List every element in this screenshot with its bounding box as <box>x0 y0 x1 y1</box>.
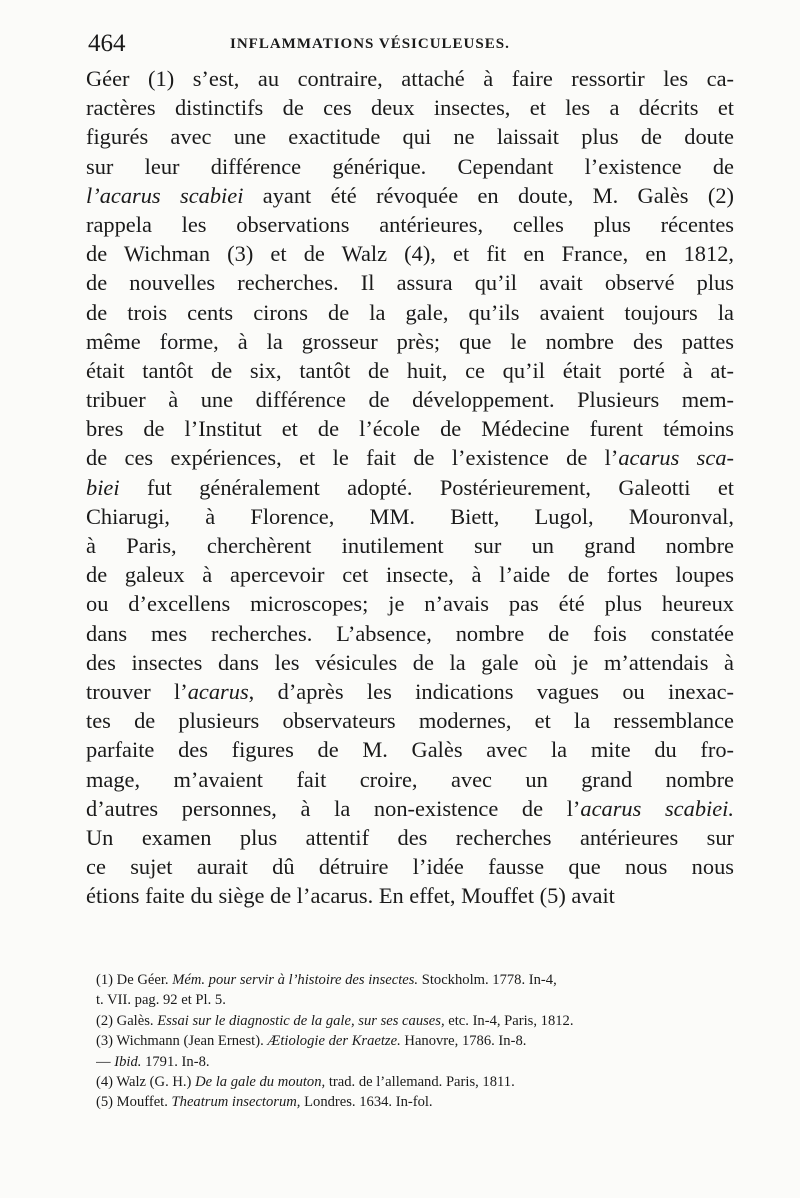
footnote-line-italic-text: Theatrum insectorum, <box>171 1094 301 1111</box>
body-line-italic-text: acarus scabiei <box>99 182 244 208</box>
body-line <box>86 648 734 677</box>
body-line <box>86 589 734 618</box>
footnote-line-text: (4) Walz (G. H.) <box>96 1073 196 1090</box>
body-line-text: bres de l’Institut et de l’école de Médecine furent témoins <box>86 416 734 442</box>
footnote-line-italic-text: Ibid. <box>114 1053 142 1070</box>
body-line <box>86 356 734 385</box>
body-line <box>86 327 734 356</box>
body-line-text: sur leur différence générique. Cependant l’existence de <box>86 153 734 179</box>
body-line <box>86 443 734 472</box>
footnote-line-text: (3) Wichmann (Jean Ernest). <box>96 1033 268 1050</box>
body-line <box>86 619 734 648</box>
footnote-line-text: trad. de l’allemand. Paris, 1811. <box>325 1073 515 1090</box>
footnote-line <box>96 990 736 1010</box>
footnote-line-text: — <box>96 1053 115 1070</box>
footnote-line-italic-text: Essai sur le diagnostic de la gale, sur ses causes, <box>157 1012 445 1029</box>
body-line-text: ractères distinctifs de ces deux insectes, et les a décrits et <box>86 95 734 121</box>
body-line <box>86 298 734 327</box>
body-line-text: rappela les observations antérieures, celles plus récentes <box>86 211 734 237</box>
body-line-text: même forme, à la grosseur près; que le nombre des pattes <box>86 328 734 354</box>
footnote-line <box>96 1031 736 1051</box>
body-line-text: de galeux à apercevoir cet insecte, à l’aide de fortes loupes <box>86 562 734 588</box>
footnote-line <box>96 1092 736 1112</box>
body-line-text: Chiarugi, à Florence, MM. Biett, Lugol, Mouronval, <box>86 503 734 529</box>
body-line-text: Géer (1) s’est, au contraire, attaché à faire ressortir les ca- <box>86 66 734 91</box>
body-line <box>86 560 734 589</box>
body-line <box>86 414 734 443</box>
footnote-line-text: (5) Mouffet. <box>96 1094 172 1111</box>
body-line <box>86 677 734 706</box>
body-line-text: de ces expériences, et le fait de l’existence de l’ <box>86 445 619 471</box>
footnote-line-text: 1791. In-8. <box>141 1053 210 1070</box>
footnote-line-italic-text: Mém. pour servir à l’histoire des insectes. <box>172 972 419 988</box>
body-line <box>86 473 734 502</box>
body-line-text: dans mes recherches. L’absence, nombre de fois constatée <box>86 620 734 646</box>
body-line-text: tes de plusieurs observateurs modernes, et la ressemblance <box>86 708 734 734</box>
body-line <box>86 181 734 210</box>
footnote-line-text: (2) Galès. <box>96 1012 158 1029</box>
body-line-text: fut généralement adopté. Postérieurement, Galeotti et <box>119 474 734 500</box>
body-line-text: à Paris, cherchèrent inutilement sur un grand nombre <box>86 533 734 558</box>
body-line <box>86 152 734 181</box>
footnote-line-italic-text: Ætiologie der Kraetze. <box>267 1033 401 1050</box>
body-line-italic-text: acarus sca- <box>618 445 734 471</box>
body-line-italic-text: l’ <box>86 182 100 208</box>
body-line-text: ayant été révoquée en doute, M. Galès (2) <box>243 182 734 208</box>
footnote-line-text: Londres. 1634. In-fol. <box>300 1094 433 1111</box>
body-line <box>86 765 734 794</box>
body-line-text: parfaite des figures de M. Galès avec la mite du fro- <box>86 737 734 763</box>
body-line <box>86 823 734 852</box>
footnote-line-text: Hanovre, 1786. In-8. <box>400 1033 527 1050</box>
body-line-text: trouver l’ <box>86 678 188 704</box>
body-line-text: étions faite du siège de l’acarus. En effet, Mouffet (5) avait <box>86 883 615 909</box>
body-line <box>86 64 734 93</box>
footnote-line-text: Stockholm. 1778. In-4, <box>418 972 557 988</box>
body-line <box>86 531 734 560</box>
body-line <box>86 239 734 268</box>
body-line-text: mage, m’avaient fait croire, avec un grand nombre <box>86 766 734 792</box>
body-line <box>86 93 734 122</box>
body-line-italic-text: acarus <box>187 678 249 704</box>
footnote-line <box>96 1011 736 1031</box>
footnote-line-text: etc. In-4, Paris, 1812. <box>444 1012 574 1029</box>
running-title: INFLAMMATIONS VÉSICULEUSES. <box>230 36 510 52</box>
body-line <box>86 735 734 764</box>
body-line <box>86 385 734 414</box>
footnote-line <box>96 970 736 990</box>
body-line-text: Un examen plus attentif des recherches antérieures sur <box>86 824 734 850</box>
body-line <box>86 852 734 881</box>
body-line <box>86 210 734 239</box>
footnote-line-text: (1) De Géer. <box>96 972 173 988</box>
footnote-line <box>96 1072 736 1092</box>
page-number: 464 <box>88 30 126 57</box>
body-line-text: de trois cents cirons de la gale, qu’ils avaient toujours la <box>86 299 734 325</box>
body-line <box>86 268 734 297</box>
body-line-text: de nouvelles recherches. Il assura qu’il avait observé plus <box>86 270 734 296</box>
footnotes <box>96 970 736 1113</box>
footnote-line-italic-text: De la gale du mouton, <box>195 1073 326 1090</box>
body-line-text: d’autres personnes, à la non-existence de l’ <box>86 795 581 821</box>
body-line <box>86 502 734 531</box>
body-text <box>86 64 734 910</box>
body-line-text: ou d’excellens microscopes; je n’avais pas été plus heureux <box>86 591 734 617</box>
body-line-text: était tantôt de six, tantôt de huit, ce qu’il était porté à at- <box>86 357 734 383</box>
body-line-text: ce sujet aurait dû détruire l’idée fausse que nous nous <box>86 854 734 880</box>
body-line <box>86 794 734 823</box>
body-line <box>86 706 734 735</box>
page-header <box>88 30 728 60</box>
body-line-text: tribuer à une différence de développement. Plusieurs mem- <box>86 387 734 413</box>
body-line-text: de Wichman (3) et de Walz (4), et fit en France, en 1812, <box>86 241 734 267</box>
body-line-italic-text: acarus scabiei. <box>580 795 734 821</box>
body-line <box>86 881 734 910</box>
footnote-line <box>96 1052 736 1072</box>
body-line-text: , d’après les indications vagues ou inexac- <box>248 678 734 704</box>
footnote-line-text: t. VII. pag. 92 et Pl. 5. <box>96 992 226 1009</box>
body-line-text: des insectes dans les vésicules de la gale où je m’attendais à <box>86 649 734 675</box>
body-line-italic-text: biei <box>86 474 120 500</box>
body-line <box>86 122 734 151</box>
body-line-text: figurés avec une exactitude qui ne laissait plus de doute <box>86 124 734 150</box>
